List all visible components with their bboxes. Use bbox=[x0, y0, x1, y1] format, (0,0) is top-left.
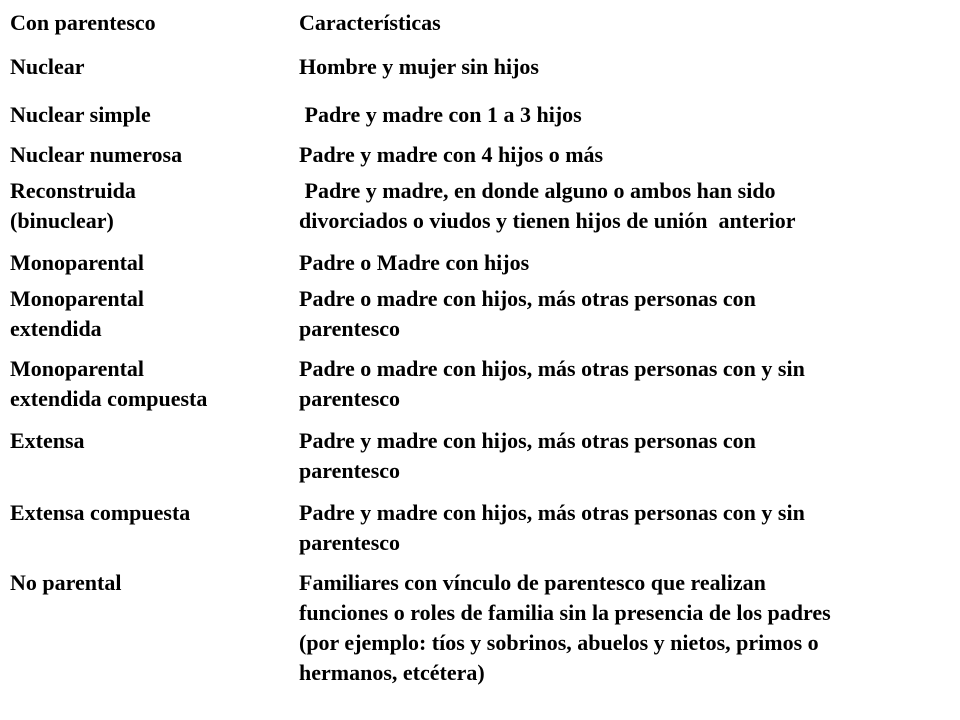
header-type: Con parentesco bbox=[10, 10, 156, 35]
table-row-nuclear-numerosa bbox=[10, 140, 950, 170]
row-characteristics: Padre y madre con 4 hijos o más bbox=[299, 142, 604, 167]
table-row-nuclear bbox=[10, 52, 950, 82]
table-row-nuclear-simple bbox=[10, 100, 950, 130]
table-row-extensa-compuesta bbox=[10, 498, 950, 558]
row-characteristics: Familiares con vínculo de parentesco que realizan funciones o roles de familia sin la presencia de los padres (por ejemplo: tíos y sobrinos, abuelos y nietos, primos o hermanos, etcétera) bbox=[299, 570, 831, 685]
row-type: Extensa compuesta bbox=[10, 500, 191, 525]
row-type: Monoparental extendida compuesta bbox=[10, 356, 208, 411]
table-row-reconstruida bbox=[10, 176, 950, 236]
row-type: Extensa bbox=[10, 428, 85, 453]
row-type: Monoparental bbox=[10, 250, 145, 275]
row-characteristics: Padre y madre, en donde alguno o ambos han sido divorciados o viudos y tienen hijos de unión anterior bbox=[299, 178, 796, 233]
table-row-no-parental bbox=[10, 568, 950, 688]
row-characteristics: Padre y madre con 1 a 3 hijos bbox=[299, 102, 582, 127]
row-type: Monoparental extendida bbox=[10, 286, 145, 341]
row-characteristics: Padre o madre con hijos, más otras personas con y sin parentesco bbox=[299, 356, 805, 411]
table-row-extensa bbox=[10, 426, 950, 486]
row-characteristics: Padre y madre con hijos, más otras personas con parentesco bbox=[299, 428, 756, 483]
row-type: Nuclear simple bbox=[10, 102, 151, 127]
row-type: Nuclear bbox=[10, 54, 85, 79]
row-type: No parental bbox=[10, 570, 122, 595]
row-characteristics: Padre o madre con hijos, más otras personas con parentesco bbox=[299, 286, 756, 341]
header-row bbox=[10, 8, 950, 38]
row-characteristics: Padre y madre con hijos, más otras personas con y sin parentesco bbox=[299, 500, 805, 555]
row-type: Nuclear numerosa bbox=[10, 142, 183, 167]
table-row-monoparental-extendida-compuesta bbox=[10, 354, 950, 414]
table-row-monoparental bbox=[10, 248, 950, 278]
row-characteristics: Padre o Madre con hijos bbox=[299, 250, 530, 275]
row-type: Reconstruida (binuclear) bbox=[10, 178, 136, 233]
row-characteristics: Hombre y mujer sin hijos bbox=[299, 54, 539, 79]
family-types-table bbox=[10, 8, 950, 688]
table-row-monoparental-extendida bbox=[10, 284, 950, 344]
header-characteristics: Características bbox=[299, 10, 441, 35]
